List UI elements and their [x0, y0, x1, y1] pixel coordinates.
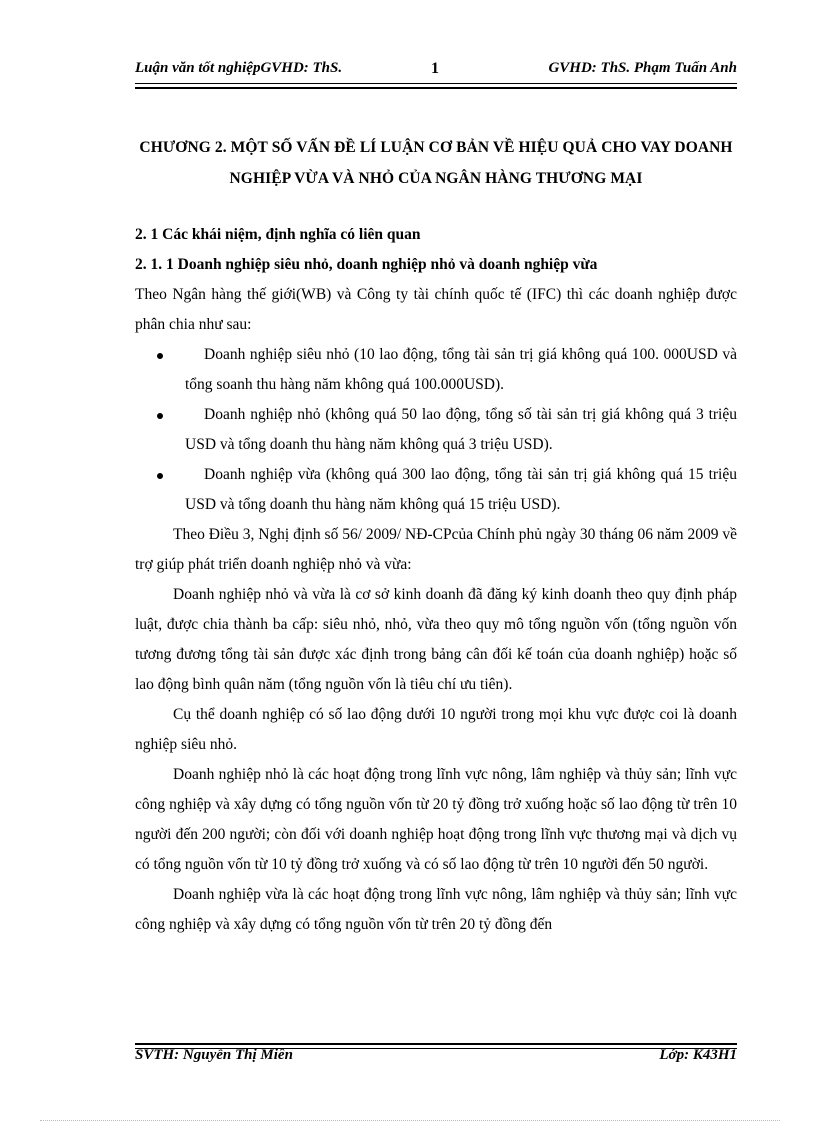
list-item: [135, 400, 737, 460]
document-body: [135, 220, 737, 940]
list-item: [135, 340, 737, 400]
footer-class: Lớp: K43H1: [659, 1047, 737, 1063]
page-header: [135, 60, 737, 84]
body-paragraph: Doanh nghiệp nhỏ là các hoạt động trong lĩnh vực nông, lâm nghiệp và thủy sản; lĩnh vực công nghiệp và xây dựng có tổng nguồn vốn từ 20 tỷ đồng trở xuống hoặc số lao động từ trên 10 người đến 200 người; còn đối với doanh nghiệp hoạt động trong lĩnh vực thương mại và dịch vụ có tổng nguồn vốn từ 10 tỷ đồng trở xuống và có số lao động từ trên 10 người đến 50 người.: [135, 766, 737, 873]
body-paragraph: Theo Điều 3, Nghị định số 56/ 2009/ NĐ-CPcủa Chính phủ ngày 30 tháng 06 năm 2009 về trợ giúp phát triển doanh nghiệp nhỏ và vừa:: [135, 526, 737, 573]
section-heading: 2. 1 Các khái niệm, định nghĩa có liên quan: [135, 226, 421, 243]
bullet-list: [135, 340, 737, 520]
page-edge-divider: [40, 1120, 780, 1121]
bullet-icon: [157, 473, 163, 479]
header-right-text: GVHD: ThS. Phạm Tuấn Anh: [548, 60, 737, 76]
intro-paragraph: Theo Ngân hàng thế giới(WB) và Công ty tài chính quốc tế (IFC) thì các doanh nghiệp được phân chia như sau:: [135, 286, 737, 333]
list-item: [135, 460, 737, 520]
bullet-icon: [157, 353, 163, 359]
body-paragraph: Doanh nghiệp vừa là các hoạt động trong lĩnh vực nông, lâm nghiệp và thủy sản; lĩnh vực công nghiệp và xây dựng có tổng nguồn vốn từ trên 20 tỷ đồng đến: [135, 886, 737, 933]
footer-student: SVTH: Nguyễn Thị Miền: [135, 1047, 293, 1063]
page-footer: [135, 1047, 737, 1071]
page-number: 1: [431, 60, 439, 77]
body-paragraph: Cụ thể doanh nghiệp có số lao động dưới 10 người trong mọi khu vực được coi là doanh nghiệp siêu nhỏ.: [135, 706, 737, 753]
header-left-text: Luận văn tốt nghiệpGVHD: ThS.: [135, 60, 343, 76]
list-item-text: Doanh nghiệp vừa (không quá 300 lao động, tổng tài sản trị giá không quá 15 triệu USD và tổng doanh thu hàng năm không quá 15 triệu USD).: [185, 466, 737, 513]
list-item-text: Doanh nghiệp siêu nhỏ (10 lao động, tổng tài sản trị giá không quá 100. 000USD và tổng soanh thu hàng năm không quá 100.000USD).: [185, 346, 737, 393]
header-rule: [135, 83, 737, 89]
bullet-icon: [157, 413, 163, 419]
subsection-heading: 2. 1. 1 Doanh nghiệp siêu nhỏ, doanh nghiệp nhỏ và doanh nghiệp vừa: [135, 256, 598, 273]
chapter-title: CHƯƠNG 2. MỘT SỐ VẤN ĐỀ LÍ LUẬN CƠ BẢN VỀ HIỆU QUẢ CHO VAY DOANH NGHIỆP VỪA VÀ NHỎ CỦA NGÂN HÀNG THƯƠNG MẠI: [139, 139, 733, 187]
body-paragraph: Doanh nghiệp nhỏ và vừa là cơ sở kinh doanh đã đăng ký kinh doanh theo quy định pháp luật, được chia thành ba cấp: siêu nhỏ, nhỏ, vừa theo quy mô tổng nguồn vốn (tổng nguồn vốn tương đương tổng tài sản được xác định trong bảng cân đối kế toán của doanh nghiệp) hoặc số lao động bình quân năm (tổng nguồn vốn là tiêu chí ưu tiên).: [135, 586, 737, 693]
list-item-text: Doanh nghiệp nhỏ (không quá 50 lao động, tổng số tài sản trị giá không quá 3 triệu USD và tổng doanh thu hàng năm không quá 3 triệu USD).: [185, 406, 737, 453]
